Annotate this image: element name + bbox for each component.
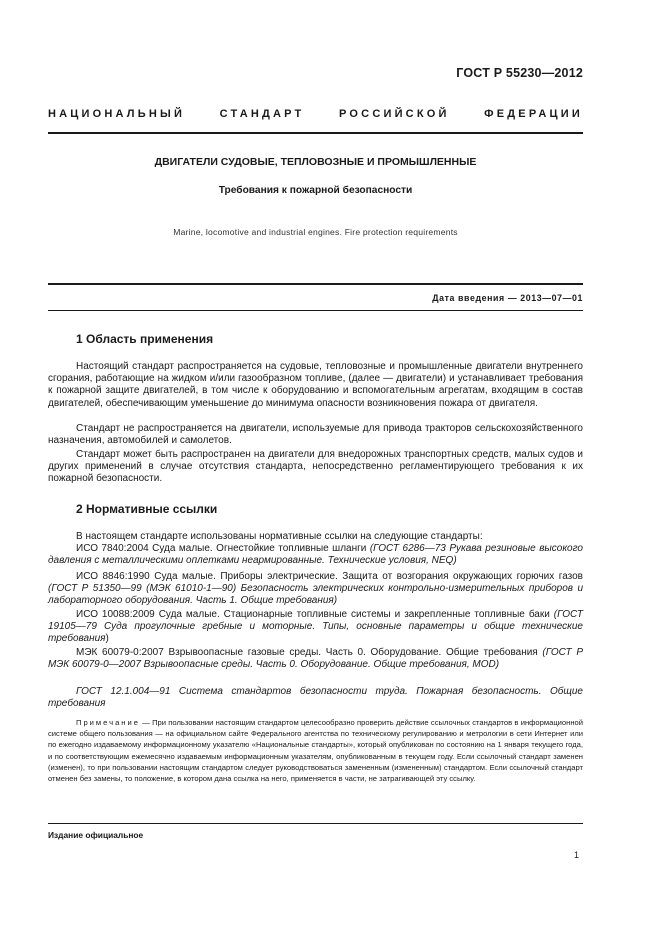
- reference-national-equivalent: (ГОСТ 19105—79 Суда прогулочные гребные и моторные. Типы, основные параметры и общие технические требования: [48, 609, 583, 645]
- reference-text: ИСО 7840:2004 Суда малые. Огнестойкие топливные шланги: [76, 543, 370, 554]
- document-subtitle: Требования к пожарной безопасности: [218, 185, 413, 196]
- official-edition-label: Издание официальное: [48, 830, 144, 840]
- page-number: 1: [573, 850, 579, 860]
- section-1-paragraph-1: Настоящий стандарт распространяется на судовые, тепловозные и промышленные двигатели внутреннего сгорания, работающие на жидком и/или газообразном топливе, (далее — двигатели) и устанавливает требования к пожарной защите двигателей, в том числе к оборудованию и вспомогательным агрегатам, входящим в состав двигателей, обеспечивающим уменьшение до минимума опасности возникновения пожара от двигателя.: [48, 361, 583, 409]
- reference-close-paren: ): [105, 633, 109, 645]
- section-1-heading: 1 Область применения: [76, 332, 214, 346]
- section-1-paragraph-3: Стандарт может быть распространен на двигатели для внедорожных транспортных средств, малых судов и других применений в случае отсутствия стандарта, непосредственно регламентирующего требования к их пожарной безопасности.: [48, 449, 583, 485]
- note-label: Примечание: [76, 718, 140, 727]
- reference-iso-8846: [48, 571, 583, 608]
- document-code: ГОСТ Р 55230—2012: [456, 66, 583, 80]
- note-paragraph: [48, 717, 583, 784]
- section-2-intro: В настоящем стандарте использованы нормативные ссылки на следующие стандарты:: [76, 531, 483, 542]
- header-divider: [48, 132, 583, 134]
- reference-iec-60079: [48, 647, 583, 671]
- reference-text: ГОСТ 12.1.004—91 Система стандартов безопасности труда. Пожарная безопасность. Общие требования: [48, 686, 583, 710]
- introduction-date: Дата введения — 2013—07—01: [432, 293, 583, 303]
- reference-text: МЭК 60079-0:2007 Взрывоопасные газовые среды. Часть 0. Оборудование. Общие требования: [76, 647, 543, 658]
- date-divider: [48, 310, 583, 311]
- national-standard-banner: НАЦИОНАЛЬНЫЙ СТАНДАРТ РОССИЙСКОЙ ФЕДЕРАЦИИ: [48, 108, 583, 120]
- reference-national-equivalent: (ГОСТ Р МЭК 60079-0—2007 Взрывоопасные среды. Часть 0. Оборудование. Общие требования, MOD): [48, 647, 583, 671]
- document-title: ДВИГАТЕЛИ СУДОВЫЕ, ТЕПЛОВОЗНЫЕ И ПРОМЫШЛЕННЫЕ: [154, 156, 477, 168]
- reference-iso-10088: [48, 609, 583, 646]
- reference-national-equivalent: (ГОСТ 6286—73 Рукава резиновые высокого давления с металлическими оплетками неармированные. Технические условия, NEQ): [48, 543, 583, 567]
- footer-divider: [48, 823, 583, 824]
- reference-text: ИСО 8846:1990 Суда малые. Приборы электрические. Защита от возгорания окружающих горючих газов: [76, 571, 583, 582]
- reference-gost-12-1-004: [48, 686, 583, 710]
- section-1-paragraph-2: Стандарт не распространяется на двигатели, используемые для привода тракторов сельскохозяйственного назначения, автомобилей и самолетов.: [48, 423, 583, 447]
- title-divider: [48, 283, 583, 285]
- reference-national-equivalent: (ГОСТ Р 51350—99 (МЭК 61010-1—90) Безопасность электрических контрольно-измерительных приборов и лабораторного оборудования. Часть 1. Общие требования): [48, 583, 583, 607]
- section-2-heading: 2 Нормативные ссылки: [76, 502, 218, 516]
- note-text: — При пользовании настоящим стандартом целесообразно проверить действие ссылочных стандартов в информационной системе общего пользования — на официальном сайте Федерального агентства по техническому регулированию и метрологии в сети Интернет или по ежегодно издаваемому информационному указателю «Национальные стандарты», который опубликован по состоянию на 1 января текущего года, и по соответствующим ежемесячно издаваемым информационным указателям, опубликованным в текущем году. Если ссылочный стандарт заменен (изменен), то при пользовании настоящим стандартом следует руководствоваться замененным (измененным) стандартом. Если ссылочный стандарт отменен без замены, то положение, в котором дана ссылка на него, применяется в части, не затрагивающей эту ссылку.: [48, 718, 583, 784]
- reference-text: ИСО 10088:2009 Суда малые. Стационарные топливные системы и закрепленные топливные баки: [76, 609, 554, 620]
- reference-iso-7840: [48, 543, 583, 567]
- english-title: Marine, locomotive and industrial engines. Fire protection requirements: [173, 227, 458, 237]
